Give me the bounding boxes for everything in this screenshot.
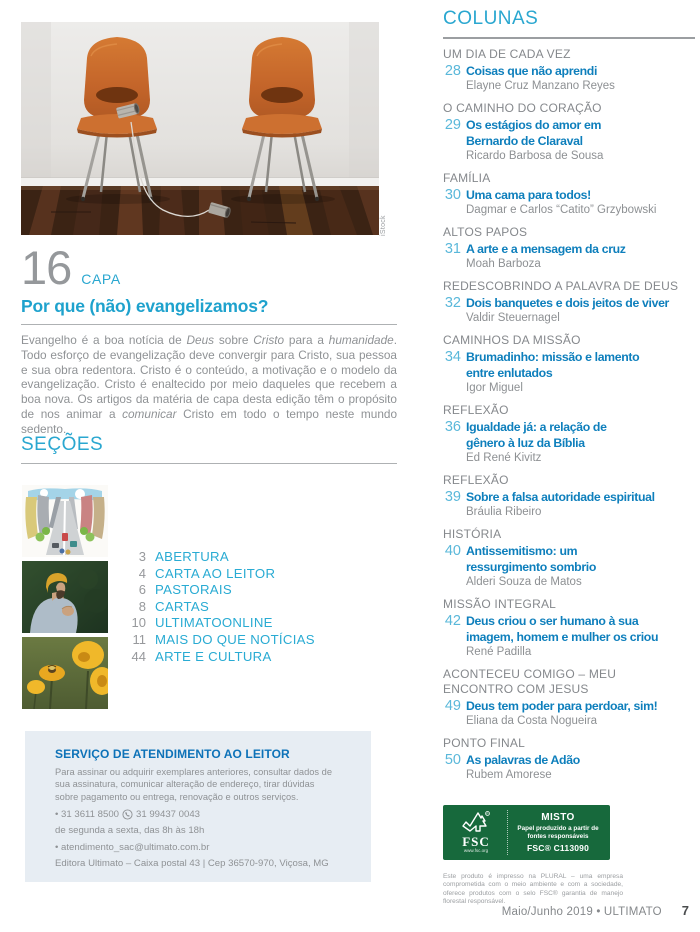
fsc-text-block [508, 810, 604, 855]
city-illustration-thumbnail [22, 485, 108, 557]
chairs-photo-illustration [21, 22, 379, 235]
entry-category-line: HISTÓRIA [443, 527, 502, 541]
toc-item-page: 6 [138, 582, 146, 598]
entry-category-line: REFLEXÃO [443, 473, 509, 487]
colunas-entry [443, 473, 695, 519]
entry-page-number: 49 [444, 698, 461, 714]
entry-title-line: Igualdade já: a relação de [466, 420, 607, 434]
colunas-divider [443, 37, 695, 39]
entry-category-line: ENCONTRO COM JESUS [443, 682, 589, 696]
colunas-entry [443, 279, 695, 325]
secoes-divider [21, 463, 397, 464]
toc-item-page: 10 [131, 615, 146, 631]
capa-body [21, 333, 397, 437]
entry-title [466, 63, 695, 79]
toc-item-label: MAIS DO QUE NOTÍCIAS [155, 631, 315, 647]
entry-title [466, 543, 695, 575]
entry-title-row [443, 241, 695, 257]
flowers-bee-thumbnail [22, 637, 108, 709]
toc-item-label: CARTA AO LEITOR [155, 565, 276, 581]
fsc-wordmark: FSC [462, 834, 490, 849]
entry-author: Ricardo Barbosa de Sousa [466, 150, 604, 162]
entry-title [466, 752, 695, 768]
toc-item [112, 599, 372, 616]
entry-title-row [443, 295, 695, 311]
svg-text:R: R [486, 812, 489, 816]
entry-category-line: FAMÍLIA [443, 171, 491, 185]
entry-title [466, 489, 695, 505]
fsc-cert-code: FSC® C113090 [526, 843, 590, 853]
praying-man-thumbnail [22, 561, 108, 633]
colunas-entries [443, 47, 695, 782]
entry-title [466, 187, 695, 203]
entry-category-line: ACONTECEU COMIGO – MEU [443, 667, 617, 681]
entry-category [443, 47, 695, 62]
capa-title: Por que (não) evangelizamos? [21, 296, 269, 316]
entry-title-row [443, 698, 695, 714]
entry-category [443, 225, 695, 240]
entry-category [443, 667, 695, 697]
entry-author: Moah Barboza [466, 258, 541, 270]
fsc-url: www.fsc.org [463, 848, 489, 853]
entry-title-row [443, 543, 695, 575]
capa-section [21, 241, 398, 437]
entry-category-line: MISSÃO INTEGRAL [443, 597, 557, 611]
toc-item-label: ABERTURA [155, 549, 229, 564]
sac-phone-row [55, 809, 337, 821]
colunas-entry [443, 333, 695, 395]
entry-author: Valdir Steuernagel [466, 312, 560, 324]
entry-page-number: 29 [444, 117, 461, 133]
capa-body-segment: comunicar [122, 406, 177, 421]
entry-author: Igor Miguel [466, 382, 523, 394]
entry-title-line: Os estágios do amor em [466, 118, 602, 132]
secoes-section [21, 434, 397, 464]
capa-body-segment: Evangelho é a boa notícia de [21, 333, 187, 347]
entry-title [466, 295, 695, 311]
entry-title [466, 613, 695, 645]
entry-title-line: gênero à luz da Bíblia [466, 436, 585, 450]
footer-page-number: 7 [681, 903, 689, 918]
sac-address: Editora Ultimato – Caixa postal 43 | Cep 36570-970, Viçosa, MG [55, 858, 329, 870]
capa-page-number: 16 [21, 241, 72, 294]
sac-title: SERVIÇO DE ATENDIMENTO AO LEITOR [55, 747, 290, 761]
colunas-entry [443, 667, 695, 728]
capa-body-segment: Cristo [253, 333, 285, 347]
entry-category-line: O CAMINHO DO CORAÇÃO [443, 101, 602, 115]
capa-label: CAPA [81, 271, 121, 287]
entry-title-line: imagem, homem e mulher os criou [466, 630, 659, 644]
entry-author: Alderi Souza de Matos [466, 576, 582, 588]
entry-title-row [443, 63, 695, 79]
entry-page-number: 34 [444, 349, 461, 365]
colunas-entry [443, 101, 695, 163]
entry-category-line: CAMINHOS DA MISSÃO [443, 333, 581, 347]
reader-service-box [25, 731, 371, 882]
entry-title-line: Sobre a falsa autoridade espiritual [466, 490, 655, 504]
entry-page-number: 32 [444, 295, 461, 311]
toc-item-page: 8 [138, 598, 146, 614]
entry-title-row [443, 489, 695, 505]
entry-title-row [443, 613, 695, 645]
capa-body-segment: Deus [186, 333, 215, 347]
fsc-description: Papel produzido a partir de fontes responsáveis [517, 825, 599, 840]
fsc-label [443, 805, 610, 860]
entry-author: Dagmar e Carlos “Catito” Grzybowski [466, 204, 657, 216]
entry-title-line: A arte e a mensagem da cruz [466, 242, 626, 256]
sac-email: • atendimento_sac@ultimato.com.br [55, 841, 210, 853]
entry-title-line: Uma cama para todos! [466, 188, 591, 202]
entry-category [443, 473, 695, 488]
entry-title-row [443, 752, 695, 768]
entry-category [443, 527, 695, 542]
entry-author: Eliana da Costa Nogueira [466, 715, 598, 727]
entry-category [443, 333, 695, 348]
entry-category [443, 279, 695, 294]
colunas-entry [443, 225, 695, 271]
colunas-entry [443, 47, 695, 93]
entry-category [443, 597, 695, 612]
capa-divider [21, 324, 397, 325]
capa-body-segment: humanidade [328, 333, 394, 347]
entry-page-number: 39 [444, 489, 461, 505]
toc-item [112, 615, 372, 632]
entry-title-line: Dois banquetes e dois jeitos de viver [466, 296, 669, 310]
entry-page-number: 42 [444, 613, 461, 629]
entry-title-line: Antissemitismo: um [466, 544, 578, 558]
entry-author: René Padilla [466, 646, 532, 658]
capa-body-segment: . Todo esforço de evangelização deve convergir para Cristo, sua pessoa e sua obra redentora. Cristo é o conteúdo, a motivação e o modelo da evangelização. Cristo é enaltecido por meio daqueles que recebem a boa nova. Os artigos da matéria de capa desta edição têm o propósito de nos animar a [21, 333, 397, 421]
entry-title [466, 117, 695, 149]
entry-author: Bráulia Ribeiro [466, 506, 542, 518]
secoes-list [112, 549, 372, 665]
entry-title-row [443, 419, 695, 451]
capa-body-segment: sobre [214, 333, 254, 347]
entry-author: Rubem Amorese [466, 769, 552, 781]
entry-category [443, 101, 695, 116]
entry-title-line: Coisas que não aprendi [466, 64, 598, 78]
colunas-entry [443, 403, 695, 465]
entry-title-line: entre enlutados [466, 366, 553, 380]
toc-item [112, 632, 372, 649]
toc-item [112, 649, 372, 666]
entry-title-row [443, 349, 695, 381]
cover-photo [21, 22, 379, 235]
toc-item-label: CARTAS [155, 598, 210, 614]
entry-title-line: Brumadinho: missão e lamento [466, 350, 640, 364]
entry-title [466, 698, 695, 714]
toc-item-page: 4 [138, 565, 146, 581]
toc-item [112, 549, 372, 566]
entry-title [466, 419, 695, 451]
capa-body-segment: Cristo em todo o tempo neste mundo sedento. [21, 406, 398, 436]
fsc-fine-print: Este produto é impresso na PLURAL – uma empresa comprometida com o meio ambiente e com a sociedade, oferece produtos com o selo FSC® garantia de manejo florestal responsável. [443, 872, 623, 906]
entry-category-line: ALTOS PAPOS [443, 225, 528, 239]
sac-whatsapp-number: 31 99437 0043 [136, 808, 201, 820]
entry-title-line: As palavras de Adão [466, 753, 580, 767]
entry-category-line: PONTO FINAL [443, 736, 525, 750]
page-footer [443, 903, 695, 918]
colunas-section [443, 8, 695, 790]
entry-title-row [443, 187, 695, 203]
fsc-mix-label: MISTO [541, 812, 575, 823]
entry-page-number: 30 [444, 187, 461, 203]
colunas-heading: COLUNAS [443, 8, 539, 29]
entry-title-row [443, 117, 695, 149]
entry-title-line: Deus tem poder para perdoar, sim! [466, 699, 658, 713]
entry-category-line: REFLEXÃO [443, 403, 509, 417]
entry-title [466, 349, 695, 381]
entry-category [443, 171, 695, 186]
section-thumbnails [22, 485, 108, 709]
entry-category-line: UM DIA DE CADA VEZ [443, 47, 571, 61]
entry-page-number: 31 [444, 241, 461, 257]
toc-item-label: PASTORAIS [155, 582, 232, 598]
entry-title [466, 241, 695, 257]
colunas-entry [443, 171, 695, 217]
capa-body-segment: para a [284, 333, 329, 347]
entry-page-number: 36 [444, 419, 461, 435]
entry-title-line: ressurgimento sombrio [466, 560, 596, 574]
secoes-heading: SEÇÕES [21, 434, 104, 455]
sac-hours: de segunda a sexta, das 8h às 18h [55, 825, 205, 837]
fsc-logo-block [450, 810, 508, 855]
whatsapp-icon [122, 809, 133, 820]
entry-author: Elayne Cruz Manzano Reyes [466, 80, 615, 92]
photo-credit: iStock [380, 215, 387, 236]
entry-page-number: 28 [444, 63, 461, 79]
colunas-entry [443, 527, 695, 589]
entry-page-number: 40 [444, 543, 461, 559]
toc-item [112, 582, 372, 599]
toc-item-page: 3 [138, 549, 146, 564]
toc-item-label: ARTE E CULTURA [155, 648, 272, 664]
sac-body: Para assinar ou adquirir exemplares anteriores, consultar dados de sua assinatura, comunicar alteração de endereço, tirar dúvidas sobre pagamento ou entrega, renovação e outros serviços. [55, 767, 332, 802]
toc-item-page: 44 [131, 648, 146, 664]
toc-item-page: 11 [132, 631, 146, 647]
toc-item [112, 566, 372, 583]
footer-issue: Maio/Junho 2019 • ULTIMATO [501, 906, 662, 918]
colunas-entry [443, 736, 695, 782]
entry-page-number: 50 [444, 752, 461, 768]
entry-category-line: REDESCOBRINDO A PALAVRA DE DEUS [443, 279, 679, 293]
entry-category [443, 736, 695, 751]
entry-author: Ed René Kivitz [466, 452, 542, 464]
fsc-tree-icon [461, 810, 491, 836]
entry-category [443, 403, 695, 418]
entry-title-line: Bernardo de Claraval [466, 134, 583, 148]
entry-title-line: Deus criou o ser humano à sua [466, 614, 639, 628]
sac-phone: • 31 3611 8500 [55, 808, 119, 820]
colunas-entry [443, 597, 695, 659]
toc-item-label: ULTIMATOONLINE [155, 615, 273, 631]
